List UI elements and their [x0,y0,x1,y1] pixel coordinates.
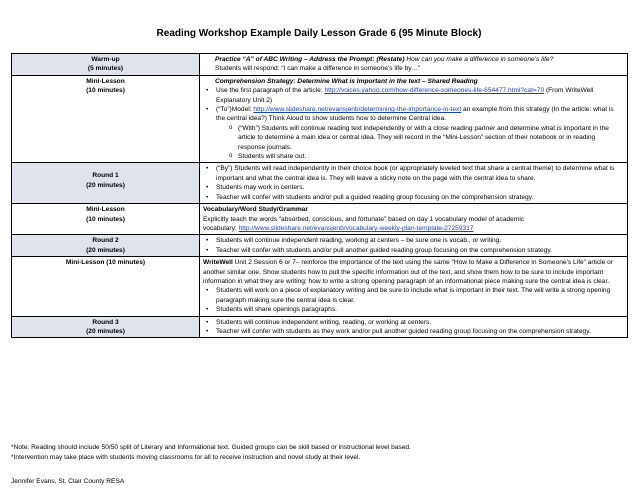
minilesson-3-label: Mini-Lesson (10 minutes) [12,257,200,316]
list-item: • Students may work in centers. [216,183,624,192]
round-1-content [200,163,628,204]
vocabulary-text: Explicitly teach the words “absorbed, conscious, and fortunate” based on day 1 vocabulary model of academic [203,215,525,223]
minilesson-1-list [203,86,624,161]
warmup-label: Warm-up (5 minutes) [12,54,200,76]
warmup-prompt: Practice “A” of ABC Writing – Address the Prompt: (Restate) How can you make a difference in someone’s life? [215,56,554,63]
minilesson-1-content [200,75,628,163]
writewell-paragraph: WriteWell Unit 2 Session 6 or 7– reinforce the importance of the text using the same “How to Make a Difference in Someone’s Life” article or another similar one. Show students how to pull the specific information out of the text, and show them how to be sure to include important information in what they are writing: how to write a strong opening paragraph of an informational piece making sure the central idea is clear. [203,259,613,285]
author-credit: Jennifer Evans, St. Clair County RESA [11,478,125,485]
list-item: • Teacher will confer with students and/or pull another guided reading group focusing on the comprehension strategy. [216,246,624,255]
round-1-list [203,164,624,202]
round-1-label: Round 1 (20 minutes) [12,163,200,204]
minilesson-1-label: Mini-Lesson (10 minutes) [12,75,200,163]
list-item: • Students will continue independent writing, reading, or working at centers. [216,318,624,327]
list-item: • (“To”)Model: http://www.slideshare.net/evansjenb/determining-the-importance-in-text an example from this strategy (In the article: what is the central idea?) Think Aloud to show students how to determine Central idea. o (“With”) Students will continue reading text independently or with a close reading partner and determine what is important in the article to determine a main idea or central idea. They will record in the “Mini-Lesson” section of their notebook or in reading response journals. o Students will share out. [216,105,624,161]
row-round-1 [12,163,628,204]
minilesson-2-content [200,204,628,235]
minilesson-3-list [203,286,624,314]
strategy-link[interactable]: http://www.slideshare.net/evansjenb/determining-the-importance-in-text [253,106,462,114]
row-minilesson-2 [12,204,628,235]
list-item: • Teacher will confer with students as they work and/or pull another guided reading group focusing on the comprehension strategy. [216,327,624,336]
round-2-list [203,236,624,255]
footnote-note: *Note: Reading should include 50/50 split of Literary and Informational text. Guided groups can be skill based or instructional level based. [11,444,411,451]
lesson-table [11,53,628,338]
round-3-list [203,318,624,337]
list-item: • (“By”) Students will read independently in their choice book (or appropriately leveled text that share a central theme) to determine what is important and what the central idea is. They will leave a sticky note on the page with the central idea to share. [216,164,624,183]
row-warmup [12,54,628,76]
footnote-intervention: *Intervention may take place with students moving classrooms for all to receive instruction and novel study at their level. [11,453,361,461]
row-minilesson-3 [12,257,628,316]
list-item: • Teacher will confer with students and/or pull a guided reading group focusing on the comprehension strategy. [216,193,624,202]
round-2-label: Round 2 (20 minutes) [12,235,200,257]
warmup-response: Students will respond: “I can make a difference in someone’s life by…” [215,65,421,73]
list-item: • Students will work on a piece of explanatory writing and be sure to include what is important in their text. The will write a strong opening paragraph making sure the central idea is clear. [216,286,624,305]
round-3-content [200,316,628,338]
row-round-3 [12,316,628,338]
vocabulary-heading: Vocabulary/Word Study/Grammar [203,206,308,214]
minilesson-1-sublist [216,124,624,162]
warmup-content [200,54,628,76]
vocabulary-link[interactable]: http://www.slideshare.net/evansjenb/vocabulary-weekly-plan-template-27259317 [238,224,474,232]
list-item: • Use the first paragraph of the article: http://voices.yahoo.com/how-difference-someones-life-654477.html?cat=70 (From WriteWell Explanatory Unit 2) [216,86,624,105]
vocabulary-link-line: vocabulary: http://www.slideshare.net/evansjenb/vocabulary-weekly-plan-template-27259317 [203,224,474,232]
row-minilesson-1 [12,75,628,163]
page-title: Reading Workshop Example Daily Lesson Grade 6 (95 Minute Block) [156,28,482,39]
list-item: • Students will share openings paragraphs. [216,305,624,314]
footnotes [11,443,628,462]
comprehension-heading: Comprehension Strategy: Determine What is Important in the text – Shared Reading [215,77,478,85]
row-round-2 [12,235,628,257]
minilesson-3-content [200,257,628,316]
minilesson-2-label: Mini-Lesson (10 minutes) [12,204,200,235]
list-item: • Students will continue independent reading, working at centers – be sure one is vocab., or writing. [216,236,624,245]
list-item: o (“With”) Students will continue reading text independently or with a close reading partner and determine what is important in the article to determine a main idea or central idea. They will record in the “Mini-Lesson” section of their notebook or in reading response journals. [238,124,624,152]
round-3-label: Round 3 (20 minutes) [12,316,200,338]
round-2-content [200,235,628,257]
list-item: o Students will share out. [238,152,624,161]
article-link[interactable]: http://voices.yahoo.com/how-difference-someones-life-654477.html?cat=70 [324,87,545,95]
